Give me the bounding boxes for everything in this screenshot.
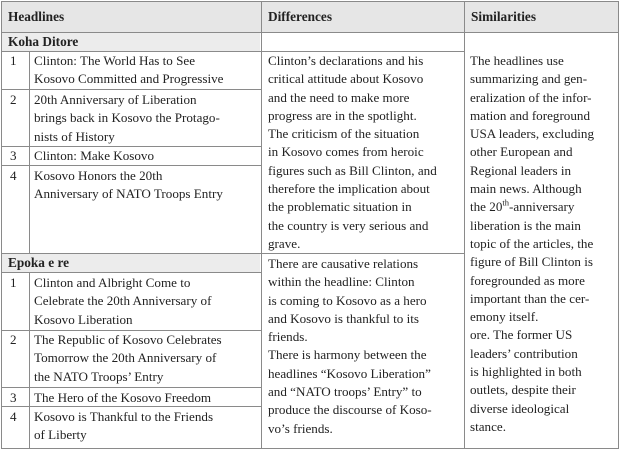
text-line: outlets, despite their	[470, 382, 576, 398]
headline-line: nists of History	[34, 128, 115, 144]
text-line: The criticism of the situation	[268, 126, 420, 142]
text-line: figure of Bill Clinton is	[470, 254, 593, 270]
text-line: main news. Although	[470, 181, 582, 197]
row-divider	[2, 89, 261, 90]
headline-line: the NATO Troops’ Entry	[34, 368, 164, 384]
koha-row-number: 1	[10, 53, 17, 68]
headline-line: 20th Anniversary of Liberation	[34, 92, 197, 107]
text-line: Regional leaders in	[470, 162, 572, 178]
koha-row-number: 3	[10, 148, 17, 163]
text-line: figures such as Bill Clinton, and	[268, 162, 437, 178]
text-line: The headlines use	[470, 53, 564, 68]
text-line: grave.	[268, 235, 301, 251]
text-line: eralization of the infor-	[470, 89, 592, 105]
epoka-row-number: 2	[10, 332, 17, 347]
number-column-divider	[29, 52, 30, 253]
text-line: emony itself.	[470, 309, 539, 325]
header-headlines: Headlines	[8, 9, 65, 24]
header-differences: Differences	[268, 9, 332, 24]
text-line: important than the cer-	[470, 290, 590, 306]
epoka-row-number: 1	[10, 275, 17, 290]
koha-headline	[34, 167, 256, 204]
headline-line: Clinton: Make Kosovo	[34, 148, 155, 163]
headline-line: Kosovo is Thankful to the Friends	[34, 409, 214, 424]
text-line: friends.	[268, 329, 308, 345]
text-line: vo’s friends.	[268, 420, 333, 436]
text-line: the country is very serious and	[268, 217, 429, 233]
row-divider	[2, 387, 261, 388]
text-line: within the headline: Clinton	[268, 274, 415, 290]
headline-line: Anniversary of NATO Troops Entry	[34, 186, 223, 202]
koha-row-number: 4	[10, 168, 17, 183]
superscript: th	[502, 198, 509, 209]
text-line: and the need to make more	[268, 89, 410, 105]
text-fragment: -anniversary	[509, 199, 575, 215]
koha-row-number: 2	[10, 92, 17, 107]
similarities-text	[470, 52, 594, 436]
headline-line: of Liberty	[34, 427, 87, 443]
text-line: in Kosovo comes from heroic	[268, 144, 424, 160]
text-line: therefore the implication about	[268, 181, 430, 197]
text-line: other European and	[470, 144, 573, 160]
text-line: produce the discourse of Koso-	[268, 402, 432, 418]
headline-line: Clinton: The World Has to See	[34, 53, 196, 68]
text-line: diverse ideological	[470, 400, 570, 416]
headline-line: Clinton and Albright Come to	[34, 275, 191, 290]
headline-line: Kosovo Honors the 20th	[34, 168, 163, 183]
koha-headline	[34, 52, 256, 89]
koha-differences-text	[268, 52, 437, 253]
epoka-row-number: 4	[10, 409, 17, 424]
text-line: summarizing and gen-	[470, 71, 588, 87]
epoka-headline	[34, 408, 256, 445]
section-title-koha: Koha Ditore	[8, 34, 79, 49]
text-line: Clinton’s declarations and his	[268, 53, 424, 68]
headline-line: Tomorrow the 20th Anniversary of	[34, 350, 217, 366]
text-line: There is harmony between the	[268, 347, 427, 363]
text-line: and Kosovo is thankful to its	[268, 310, 419, 326]
text-line: is coming to Kosovo as a hero	[268, 292, 427, 308]
koha-headline	[34, 91, 256, 146]
headline-line: Kosovo Committed and Progressive	[34, 71, 224, 87]
epoka-headline	[34, 274, 256, 329]
headline-line: Celebrate the 20th Anniversary of	[34, 293, 212, 309]
headline-line: Kosovo Liberation	[34, 311, 133, 327]
text-line: stance.	[470, 418, 506, 434]
column-divider	[261, 2, 262, 448]
text-line: critical attitude about Kosovo	[268, 71, 424, 87]
text-line: ore. The former US	[470, 327, 573, 343]
epoka-headline	[34, 331, 256, 386]
epoka-row-number: 3	[10, 390, 17, 405]
text-line: the problematic situation in	[268, 199, 412, 215]
text-line: topic of the articles, the	[470, 235, 594, 251]
column-divider	[464, 2, 465, 448]
text-line: is highlighted in both	[470, 364, 582, 380]
headline-line: The Hero of the Kosovo Freedom	[34, 390, 212, 405]
text-line-anniversary	[470, 198, 594, 216]
text-line: and “NATO troops’ Entry” to	[268, 384, 422, 400]
text-line: mation and foreground	[470, 107, 590, 123]
section-title-epoka: Epoka e re	[8, 255, 70, 270]
header-similarities: Similarities	[471, 9, 536, 24]
text-line: leaders’ contribution	[470, 345, 578, 361]
text-line: foregrounded as more	[470, 272, 585, 288]
row-divider	[2, 272, 261, 273]
text-line: progress are in the spotlight.	[268, 107, 417, 123]
text-line: USA leaders, excluding	[470, 126, 595, 142]
headline-line: The Republic of Kosovo Celebrates	[34, 332, 222, 347]
headline-line: brings back in Kosovo the Protago-	[34, 110, 220, 126]
number-column-divider	[29, 273, 30, 448]
text-line: headlines “Kosovo Liberation”	[268, 365, 431, 381]
koha-headline	[34, 147, 256, 165]
text-line: There are causative relations	[268, 256, 419, 271]
text-line: liberation is the main	[470, 217, 581, 233]
epoka-headline	[34, 389, 256, 407]
text-fragment: the 20	[470, 199, 503, 215]
epoka-differences-text	[268, 255, 432, 438]
